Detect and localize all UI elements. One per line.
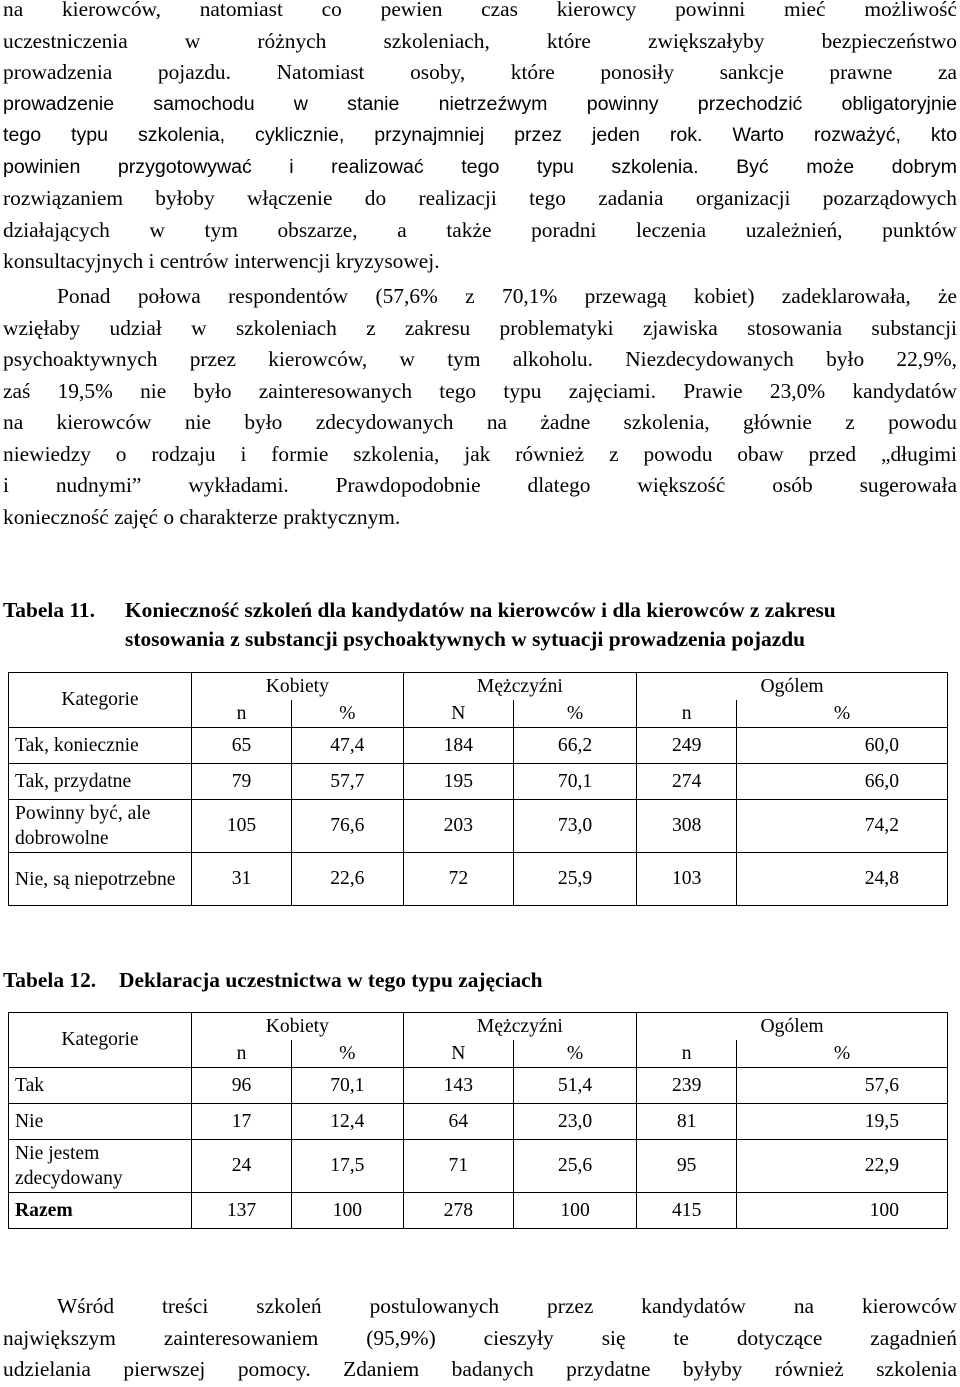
text-line: uczestniczenia w różnych szkoleniach, które zwiększałyby bezpieczeństwo [3,28,957,53]
column-group-header: Ogólem [637,673,948,701]
text-line: konsultacyjnych i centrów interwencji kryzysowej. [3,249,440,273]
table-row [9,1068,948,1104]
column-header-category: Kategorie [9,1013,192,1068]
table-cell: 70,1 [514,764,637,800]
table-12-caption [3,966,957,996]
table-title: Deklaracja uczestnictwa w tego typu zajęciach [119,968,543,992]
table-11-caption [3,596,957,656]
column-subheader: % [292,1040,404,1068]
text-line: prowadzenie samochodu w stanie nietrzeźwym powinny przechodzić obligatoryjnie [3,92,957,115]
paragraph-3 [3,1291,957,1386]
table-cell: 17 [192,1104,292,1140]
table-cell: 23,0 [514,1104,637,1140]
table-row [9,1140,948,1193]
column-subheader: N [403,700,513,728]
table-cell: 70,1 [292,1068,404,1104]
column-subheader: % [737,1040,948,1068]
table-cell: 25,6 [514,1140,637,1193]
column-subheader: N [403,1040,513,1068]
paragraph-2 [3,281,957,533]
table-cell: 65 [192,728,292,764]
table-cell: 100 [737,1193,948,1229]
column-subheader: % [514,1040,637,1068]
table-cell: 203 [403,800,513,853]
table-cell: 278 [403,1193,513,1229]
table-row [9,1104,948,1140]
table-cell: 66,2 [514,728,637,764]
text-line: psychoaktywnych przez kierowców, w tym alkoholu. Niezdecydowanych było 22,9%, [3,347,957,371]
column-subheader: n [637,700,737,728]
table-row [9,800,948,853]
text-line: tego typu szkolenia, cyklicznie, przynajmniej przez jeden rok. Warto rozważyć, kto [3,124,957,146]
row-label: Tak [9,1068,192,1104]
table-cell: 47,4 [292,728,404,764]
table-cell: 12,4 [292,1104,404,1140]
column-subheader: % [737,700,948,728]
table-cell: 184 [403,728,513,764]
table-cell: 100 [292,1193,404,1229]
table-cell: 96 [192,1068,292,1104]
text-line: powinien przygotowywać i realizować tego typu szkolenia. Być może dobrym [3,155,957,178]
row-label: Tak, przydatne [9,764,192,800]
table-title [125,596,960,654]
table-cell: 137 [192,1193,292,1229]
column-subheader: n [637,1040,737,1068]
table-number: Tabela 11. [3,598,95,622]
column-subheader: % [514,700,637,728]
table-cell: 81 [637,1104,737,1140]
column-subheader: n [192,700,292,728]
table-cell: 76,6 [292,800,404,853]
column-group-header: Mężczyźni [403,673,637,701]
table-cell: 17,5 [292,1140,404,1193]
table-row [9,728,948,764]
table-12 [8,1012,948,1229]
table-cell: 415 [637,1193,737,1229]
text-line: zaś 19,5% nie było zainteresowanych tego typu zajęciami. Prawie 23,0% kandydatów [3,378,957,403]
paragraph-1 [3,0,957,278]
row-label: Nie [9,1104,192,1140]
table-cell: 195 [403,764,513,800]
text-line: rozwiązaniem byłoby włączenie do realizacji tego zadania organizacji pozarządowych [3,186,957,210]
table-cell: 25,9 [514,853,637,906]
text-line: działających w tym obszarze, a także poradni leczenia uzależnień, punktów [3,217,957,242]
column-subheader: % [292,700,404,728]
text-line: Ponad połowa respondentów (57,6% z 70,1% przewagą kobiet) zadeklarowała, że [57,284,957,308]
text-line: Wśród treści szkoleń postulowanych przez kandydatów na kierowców [57,1294,957,1318]
text-line: konieczność zajęć o charakterze praktycznym. [3,504,401,529]
text-line: wzięłaby udział w szkoleniach z zakresu problematyki zjawiska stosowania substancji [3,315,957,340]
table-cell: 24 [192,1140,292,1193]
column-header-category: Kategorie [9,673,192,728]
column-group-header: Ogólem [637,1013,948,1041]
text-line: prowadzenia pojazdu. Natomiast osoby, które ponosiły sankcje prawne za [3,60,957,84]
row-label: Powinny być, ale dobrowolne [9,800,192,853]
column-group-header: Kobiety [192,673,404,701]
table-cell: 60,0 [737,728,948,764]
table-cell: 274 [637,764,737,800]
table-cell: 22,9 [737,1140,948,1193]
table-cell: 31 [192,853,292,906]
row-label: Tak, koniecznie [9,728,192,764]
table-cell: 103 [637,853,737,906]
table-row [9,853,948,906]
table-cell: 143 [403,1068,513,1104]
text-line: na kierowców nie było zdecydowanych na żadne szkolenia, głównie z powodu [3,410,957,434]
table-cell: 79 [192,764,292,800]
table-cell: 24,8 [737,853,948,906]
table-cell: 72 [403,853,513,906]
table-number: Tabela 12. [3,968,97,992]
row-label: Razem [9,1193,192,1229]
table-cell: 239 [637,1068,737,1104]
column-group-header: Kobiety [192,1013,404,1041]
table-cell: 73,0 [514,800,637,853]
table-cell: 57,7 [292,764,404,800]
table-cell: 249 [637,728,737,764]
table-cell: 105 [192,800,292,853]
table-cell: 71 [403,1140,513,1193]
text-line: i nudnymi” wykładami. Prawdopodobnie dlatego większość osób sugerowała [3,473,957,497]
table-cell: 57,6 [737,1068,948,1104]
row-label: Nie, są niepotrzebne [9,853,192,906]
text-line: niewiedzy o rodzaju i formie szkolenia, jak również z powodu obaw przed „długimi [3,441,957,466]
column-group-header: Mężczyźni [403,1013,637,1041]
table-cell: 66,0 [737,764,948,800]
table-11 [8,672,948,906]
table-cell: 100 [514,1193,637,1229]
table-title-line: Konieczność szkoleń dla kandydatów na kierowców i dla kierowców z zakresu [125,598,836,622]
table-cell: 19,5 [737,1104,948,1140]
table-title-line: stosowania z substancji psychoaktywnych w sytuacji prowadzenia pojazdu [125,627,806,651]
table-cell: 51,4 [514,1068,637,1104]
table-cell: 308 [637,800,737,853]
text-line: największym zainteresowaniem (95,9%) cieszyły się te dotyczące zagadnień [3,1325,957,1350]
column-subheader: n [192,1040,292,1068]
row-label: Nie jestem zdecydowany [9,1140,192,1193]
table-row-total [9,1193,948,1229]
text-line: na kierowców, natomiast co pewien czas kierowcy powinni mieć możliwość [3,0,957,21]
table-cell: 95 [637,1140,737,1193]
text-line: udzielania pierwszej pomocy. Zdaniem badanych przydatne byłyby również szkolenia [3,1357,957,1381]
table-cell: 22,6 [292,853,404,906]
table-row [9,764,948,800]
table-cell: 64 [403,1104,513,1140]
table-cell: 74,2 [737,800,948,853]
